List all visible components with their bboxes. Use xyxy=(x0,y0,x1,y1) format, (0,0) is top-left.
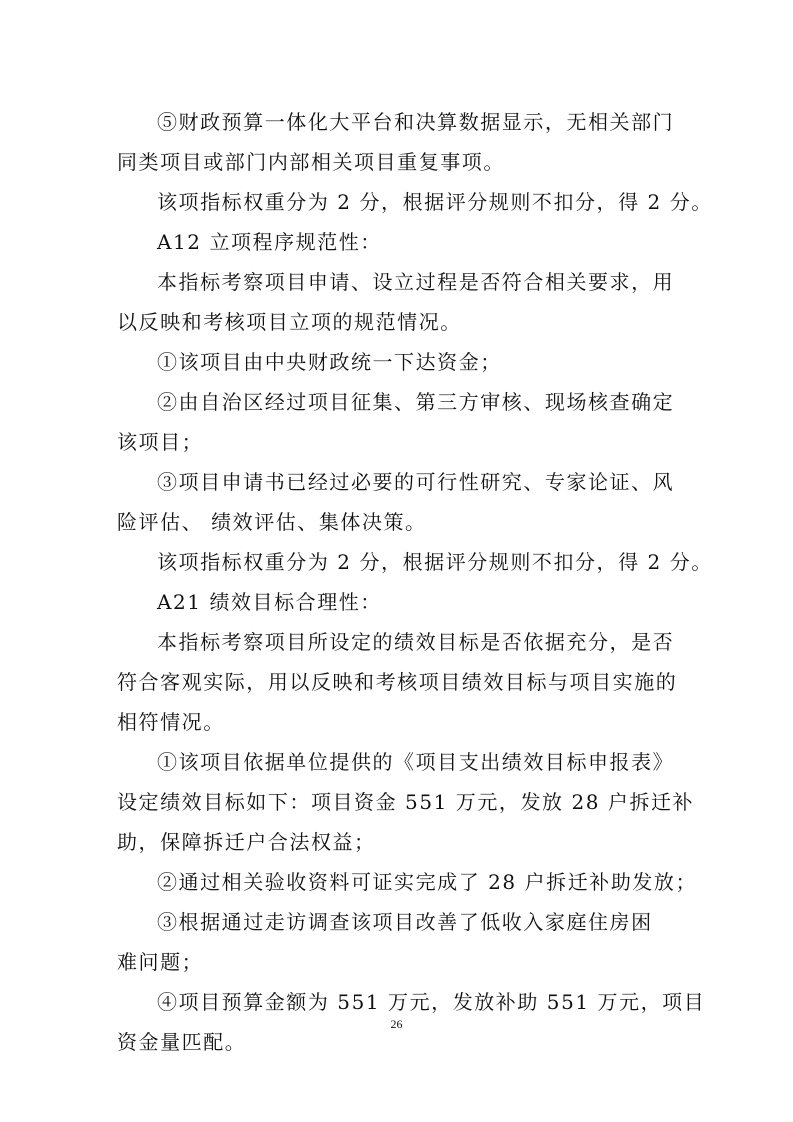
text-line: 符合客观实际，用以反映和考核项目绩效目标与项目实施的 xyxy=(117,670,678,694)
text-line: 本指标考察项目所设定的绩效目标是否依据充分，是否 xyxy=(157,630,675,654)
text-line: ①该项目由中央财政统一下达资金； xyxy=(157,350,502,374)
document-body xyxy=(117,102,713,1062)
text-line: 设定绩效目标如下：项目资金 551 万元，发放 28 户拆迁补 xyxy=(117,790,695,814)
text-line: ④项目预算金额为 551 万元，发放补助 551 万元，项目 xyxy=(157,990,706,1014)
text-line: ⑤财政预算一体化大平台和决算数据显示，无相关部门 xyxy=(157,110,675,134)
text-line: 该项目； xyxy=(117,430,204,454)
text-line: ②由自治区经过项目征集、第三方审核、现场核查确定 xyxy=(157,390,675,414)
text-line: 该项指标权重分为 2 分，根据评分规则不扣分，得 2 分。 xyxy=(157,190,713,214)
text-line: ②通过相关验收资料可证实完成了 28 户拆迁补助发放； xyxy=(157,870,698,894)
text-line: 险评估、 绩效评估、集体决策。 xyxy=(117,510,427,534)
text-line: 相符情况。 xyxy=(117,710,225,734)
text-line: 该项指标权重分为 2 分，根据评分规则不扣分，得 2 分。 xyxy=(157,550,713,574)
section-heading-a12: A12 立项程序规范性： xyxy=(157,230,382,254)
text-line: 难问题； xyxy=(117,950,204,974)
section-heading-a21: A21 绩效目标合理性： xyxy=(157,590,382,614)
text-line: 以反映和考核项目立项的规范情况。 xyxy=(117,310,462,334)
text-line: 同类项目或部门内部相关项目重复事项。 xyxy=(117,150,505,174)
text-line: 助，保障拆迁户合法权益； xyxy=(117,830,376,854)
text-line: ①该项目依据单位提供的《项目支出绩效目标申报表》 xyxy=(157,750,675,774)
page-number: 26 xyxy=(390,1017,403,1031)
text-line: 资金量匹配。 xyxy=(117,1030,247,1054)
text-line: ③根据通过走访调查该项目改善了低收入家庭住房困 xyxy=(157,910,653,934)
text-line: ③项目申请书已经过必要的可行性研究、专家论证、风 xyxy=(157,470,675,494)
text-line: 本指标考察项目申请、设立过程是否符合相关要求，用 xyxy=(157,270,675,294)
